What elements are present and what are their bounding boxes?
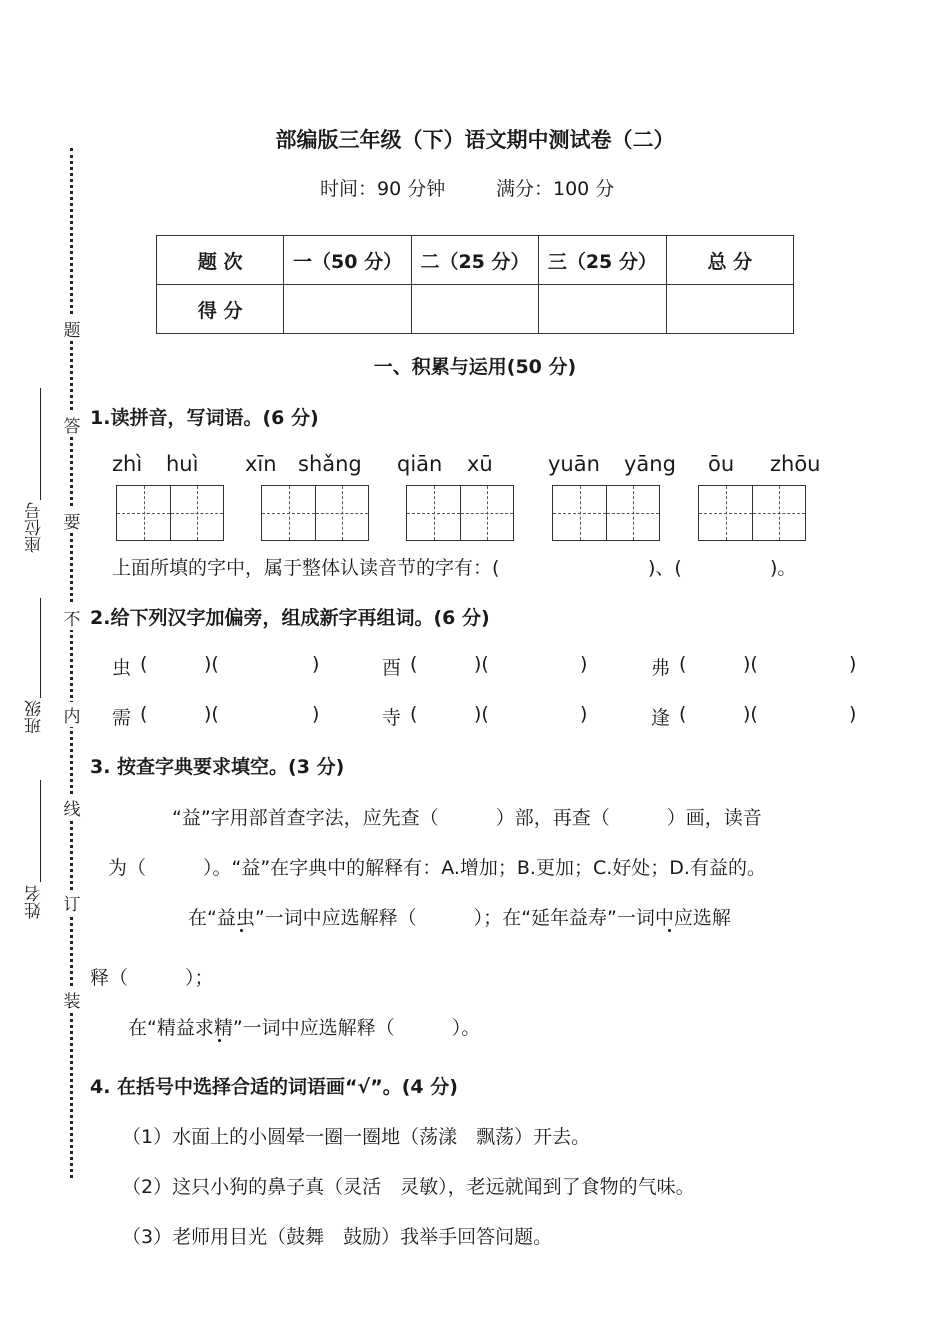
q3-line: 为（ ）。“益”在字典中的解释有：A.增加；B.更加；C.好处；D.有益的。	[108, 857, 766, 879]
q1-fill-text: )、(	[648, 557, 682, 579]
pinyin: qiān	[397, 452, 443, 476]
question-4-prompt: 4. 在括号中选择合适的词语画“√”。(4 分)	[90, 1076, 458, 1098]
q2-paren: (	[140, 703, 148, 725]
q1-fill-text: )。	[770, 557, 797, 579]
pinyin: shǎng	[298, 452, 362, 476]
q2-char: 寺	[382, 707, 402, 729]
pinyin: yāng	[624, 452, 676, 476]
pinyin: huì	[166, 452, 199, 476]
q2-char: 逢	[651, 707, 671, 729]
q2-paren: )	[312, 653, 320, 675]
pinyin: zhì	[112, 452, 143, 476]
seat-number-field[interactable]	[40, 388, 41, 500]
emphasis-dot	[218, 1039, 221, 1042]
binding-char: 要	[62, 508, 82, 533]
q2-paren: (	[679, 653, 687, 675]
q2-paren: )(	[204, 653, 219, 675]
q2-char: 弗	[651, 657, 671, 679]
binding-char: 答	[62, 412, 82, 437]
tianzige-box[interactable]	[116, 485, 224, 541]
q2-paren: )(	[474, 653, 489, 675]
q4-item: （1）水面上的小圆晕一圈一圈地（荡漾 飘荡）开去。	[122, 1126, 591, 1148]
pinyin: yuān	[548, 452, 600, 476]
binding-char: 内	[62, 702, 82, 727]
score-table-cell: 得 分	[157, 285, 284, 334]
question-1-prompt: 1.读拼音，写词语。(6 分)	[90, 407, 319, 429]
pinyin: zhōu	[770, 452, 821, 476]
q2-paren: )(	[743, 653, 758, 675]
score-entry-cell[interactable]	[666, 285, 793, 334]
q1-fill-text: 上面所填的字中，属于整体认读音节的字有：(	[112, 557, 500, 579]
binding-char: 不	[62, 605, 82, 630]
exam-title: 部编版三年级（下）语文期中测试卷（二）	[275, 128, 675, 152]
emphasis-dot	[668, 929, 671, 932]
q2-paren: )(	[474, 703, 489, 725]
q3-line: 在“精益求精”一词中应选解释（ ）。	[128, 1017, 481, 1039]
score-entry-cell[interactable]	[411, 285, 538, 334]
binding-char: 题	[62, 316, 82, 341]
q2-paren: (	[679, 703, 687, 725]
q2-paren: )	[580, 703, 588, 725]
class-label: 班级	[25, 700, 45, 734]
score-entry-cell[interactable]	[284, 285, 411, 334]
tianzige-box[interactable]	[552, 485, 660, 541]
q2-char: 虫	[112, 657, 132, 679]
name-field[interactable]	[40, 780, 41, 882]
q2-paren: )	[849, 653, 857, 675]
pinyin: xīn	[245, 452, 277, 476]
q2-paren: (	[410, 653, 418, 675]
binding-char: 线	[62, 795, 82, 820]
q2-paren: (	[140, 653, 148, 675]
score-table-cell: 一（50 分）	[284, 236, 411, 285]
exam-time: 时间：90 分钟	[320, 178, 446, 200]
binding-char: 订	[62, 890, 82, 915]
question-2-prompt: 2.给下列汉字加偏旁，组成新字再组词。(6 分)	[90, 607, 490, 629]
score-table-cell: 总 分	[666, 236, 793, 285]
emphasis-dot	[240, 929, 243, 932]
score-table-cell: 题 次	[157, 236, 284, 285]
score-entry-cell[interactable]	[539, 285, 666, 334]
q2-paren: )	[312, 703, 320, 725]
q4-item: （2）这只小狗的鼻子真（灵活 灵敏），老远就闻到了食物的气味。	[122, 1176, 695, 1198]
seat-number-label: 座位号	[25, 502, 45, 553]
section-title: 一、积累与运用(50 分)	[373, 356, 577, 378]
q3-line: 在“益虫”一词中应选解释（ ）；在“延年益寿”一词中应选解	[188, 907, 731, 929]
q3-line: “益”字用部首查字法，应先查（ ）部，再查（ ）画，读音	[172, 807, 762, 829]
name-label: 姓名	[25, 885, 45, 919]
tianzige-box[interactable]	[406, 485, 514, 541]
q2-char: 酉	[382, 657, 402, 679]
binding-char: 装	[62, 987, 82, 1012]
score-table-cell: 三（25 分）	[539, 236, 666, 285]
pinyin: xū	[467, 452, 493, 476]
q2-paren: )(	[743, 703, 758, 725]
q4-item: （3）老师用目光（鼓舞 鼓励）我举手回答问题。	[122, 1226, 553, 1248]
exam-full-score: 满分：100 分	[496, 178, 615, 200]
score-table-cell: 二（25 分）	[411, 236, 538, 285]
tianzige-box[interactable]	[261, 485, 369, 541]
q2-char: 需	[112, 707, 132, 729]
binding-dotted-line	[70, 148, 73, 1178]
q2-paren: )	[849, 703, 857, 725]
score-table-score-row	[157, 285, 794, 334]
q2-paren: )(	[204, 703, 219, 725]
question-3-prompt: 3. 按查字典要求填空。(3 分)	[90, 756, 345, 778]
q2-paren: )	[580, 653, 588, 675]
score-table	[156, 235, 794, 334]
tianzige-box[interactable]	[698, 485, 806, 541]
pinyin: ōu	[708, 452, 735, 476]
q2-paren: (	[410, 703, 418, 725]
q3-line: 释（ ）；	[90, 967, 214, 989]
class-field[interactable]	[40, 598, 41, 698]
score-table-header-row	[157, 236, 794, 285]
